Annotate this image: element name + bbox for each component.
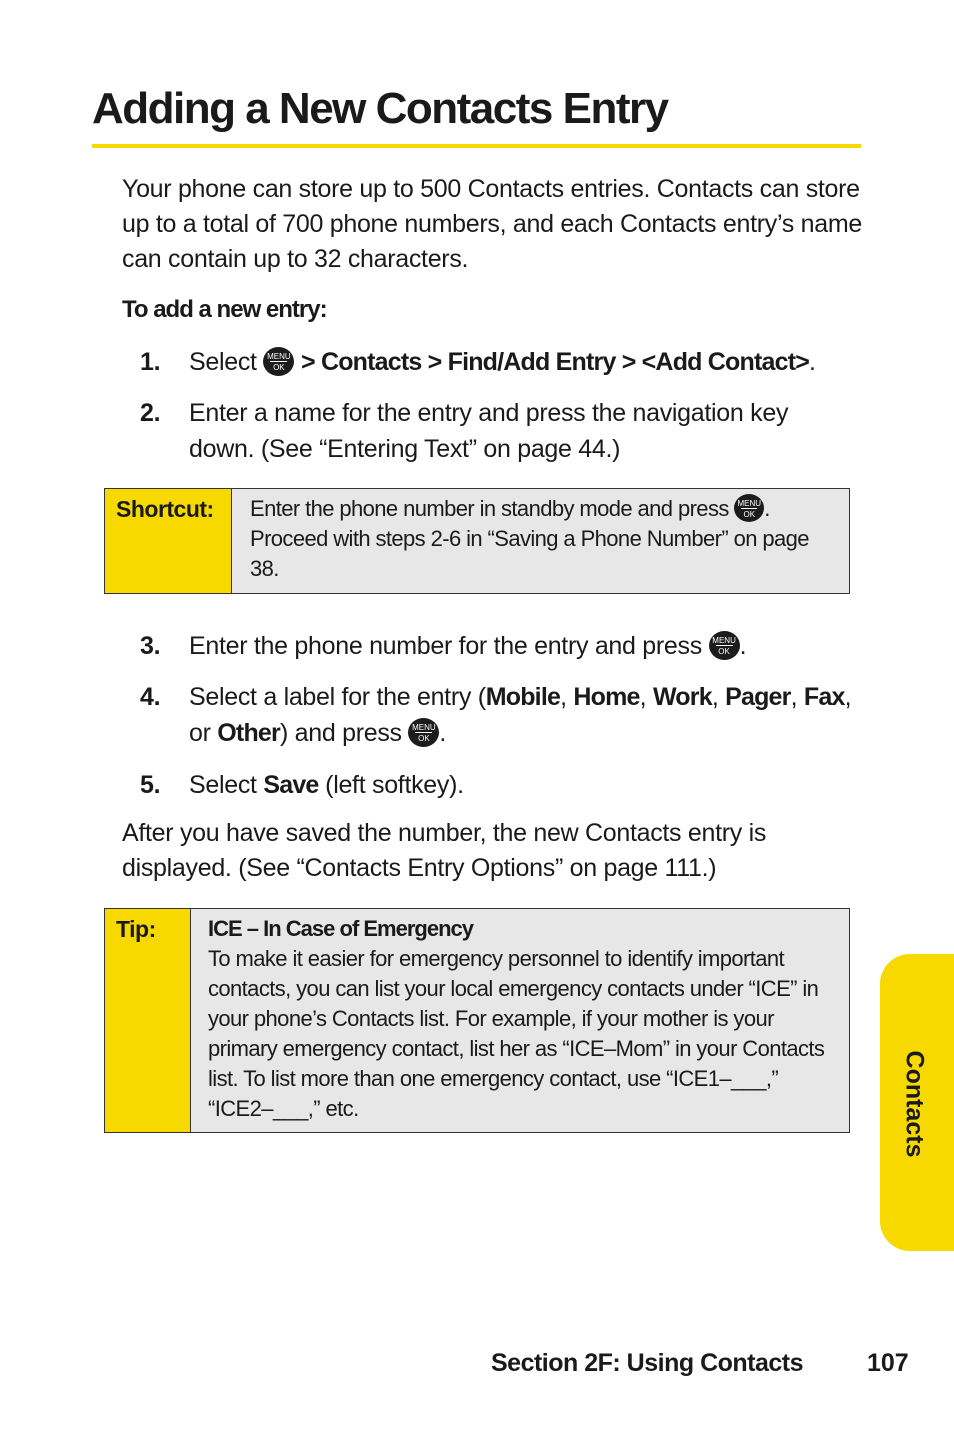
page-title: Adding a New Contacts Entry bbox=[92, 84, 668, 133]
step-text bbox=[189, 344, 859, 380]
procedure-heading: To add a new entry: bbox=[122, 296, 327, 323]
shortcut-box bbox=[104, 488, 850, 594]
after-paragraph: After you have saved the number, the new Contacts entry is displayed. (See “Contacts Entry Options” on page 111.) bbox=[122, 819, 767, 882]
tip-heading: ICE – In Case of Emergency bbox=[208, 916, 473, 941]
step-number: 4. bbox=[140, 683, 161, 711]
footer-section-title: Section 2F: Using Contacts bbox=[491, 1349, 804, 1377]
shortcut-label: Shortcut: bbox=[116, 496, 214, 522]
step-text-post: . bbox=[809, 348, 816, 376]
shortcut-label-cell bbox=[105, 489, 232, 593]
title-underline bbox=[92, 144, 861, 148]
intro-paragraph: Your phone can store up to 500 Contacts entries. Contacts can store up to a total of 700 phone numbers, and each Contacts entry’s name can contain up to 32 characters. bbox=[122, 175, 862, 273]
tip-text: To make it easier for emergency personnel to identify important contacts, you can list your local emergency contacts under “ICE” in your phone’s Contacts list. For example, if your mother is your primary emergency contact, list her as “ICE–Mom” in your Contacts list. To list more than one emergency contact, use “ICE1–___,” “ICE2–___,” etc. bbox=[208, 946, 825, 1121]
step-text bbox=[189, 767, 859, 803]
menu-ok-key-icon: MENU OK bbox=[709, 631, 740, 660]
softkey-save: Save bbox=[263, 771, 319, 799]
label-option: Mobile bbox=[485, 683, 561, 711]
step-number: 3. bbox=[140, 632, 161, 660]
step-text: Select a label for the entry (Mobile, Home, Work, Pager, Fax, or Other) and press MENU OK . bbox=[189, 683, 852, 747]
step-text-pre: Select a label for the entry ( bbox=[189, 683, 486, 711]
step-text-post: (left softkey). bbox=[318, 771, 464, 799]
step-number: 5. bbox=[140, 771, 161, 799]
label-option: Other bbox=[217, 719, 280, 747]
menu-ok-key-icon: MENU OK bbox=[263, 347, 294, 376]
step-text-pre: Enter the phone number for the entry and press bbox=[189, 632, 702, 660]
step-text-post: ) and press bbox=[279, 719, 402, 747]
tip-label-cell bbox=[105, 909, 191, 1132]
page-number: 107 bbox=[867, 1349, 909, 1377]
label-option: Work bbox=[652, 683, 712, 711]
label-option: Home bbox=[573, 683, 640, 711]
shortcut-text-pre: Enter the phone number in standby mode and press bbox=[250, 496, 729, 521]
label-option: Fax bbox=[803, 683, 845, 711]
menu-path: > Contacts > Find/Add Entry > <Add Contact> bbox=[301, 348, 810, 376]
menu-ok-key-icon: MENU OK bbox=[408, 718, 439, 747]
step-text: Enter a name for the entry and press the navigation key down. (See “Entering Text” on page 44.) bbox=[189, 399, 789, 463]
step-text-pre: Select bbox=[189, 348, 257, 376]
tip-label: Tip: bbox=[116, 916, 156, 942]
shortcut-text bbox=[250, 494, 830, 584]
tip-box bbox=[104, 908, 850, 1133]
section-side-tab-label: Contacts bbox=[900, 1050, 929, 1158]
step-text bbox=[189, 628, 859, 664]
shortcut-text-post: . Proceed with steps 2-6 in “Saving a Phone Number” on page 38. bbox=[250, 496, 809, 581]
step-number: 1. bbox=[140, 348, 161, 376]
step-text-pre: Select bbox=[189, 771, 264, 799]
step-text-post: . bbox=[739, 632, 747, 660]
label-option: Pager bbox=[725, 683, 791, 711]
menu-ok-key-icon: MENU OK bbox=[734, 494, 764, 522]
step-number: 2. bbox=[140, 399, 161, 427]
tip-content bbox=[208, 914, 833, 1124]
